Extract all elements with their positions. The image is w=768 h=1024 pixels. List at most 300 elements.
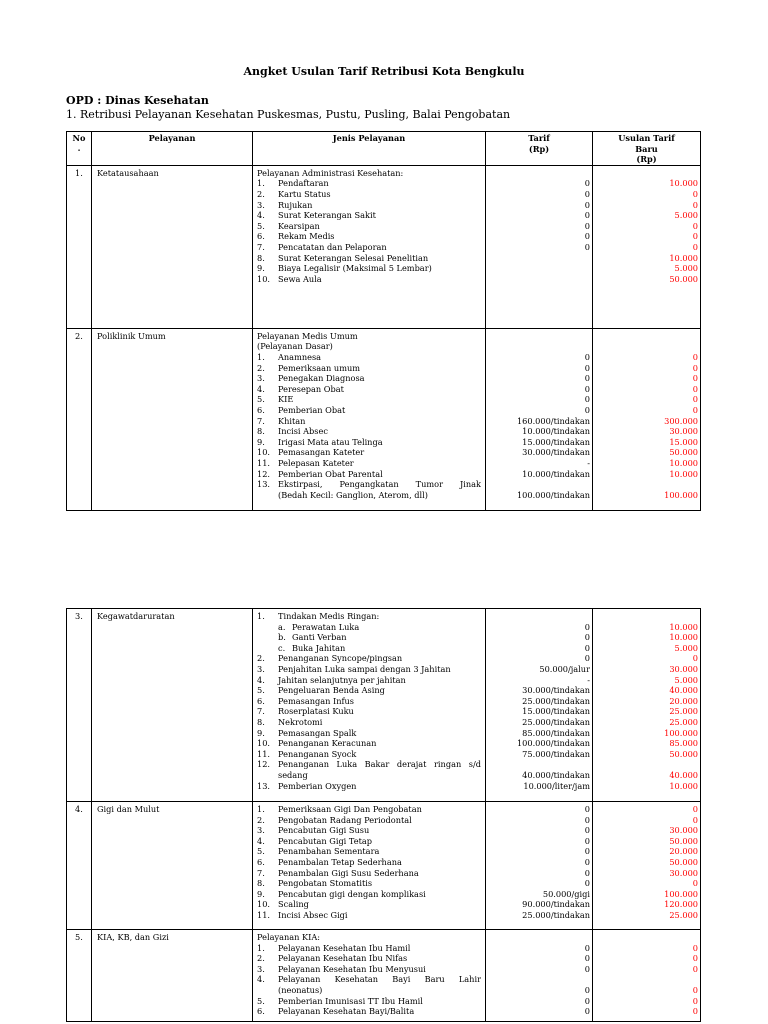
usulan-list [593, 930, 701, 1022]
header-no: No . [67, 132, 92, 166]
item-number: 6. [257, 231, 265, 242]
usulan-value: 50.000 [669, 835, 698, 846]
usulan-value [595, 479, 698, 490]
item-number: 6. [257, 1006, 265, 1017]
usulan-list [593, 165, 701, 328]
item-number: 13. [257, 479, 271, 490]
item-label: Penanganan Syncope/pingsan [278, 653, 403, 664]
header-usulan: Usulan Tarif Baru (Rp) [593, 132, 701, 166]
item-number: 11. [257, 909, 271, 920]
tarif-value: 85.000/tindakan [522, 727, 590, 738]
service-item [257, 696, 481, 707]
item-label: Pengobatan Radang Periodontal [278, 814, 412, 825]
item-label: Pelayanan Kesehatan Bayi/Balita [278, 1006, 415, 1017]
item-label: Penjahitan Luka sampai dengan 3 Jahitan [278, 663, 451, 674]
tarif-value: 100.000/tindakan [516, 738, 590, 749]
item-number: 10. [257, 899, 271, 910]
service-item [257, 749, 481, 760]
service-item [257, 857, 481, 868]
item-number: 12. [257, 468, 271, 479]
tarif-value: 100.000/tindakan [516, 489, 590, 500]
item-label: Incisi Absec [278, 426, 328, 437]
item-label: Tindakan Medis Ringan: [278, 611, 380, 621]
jenis-list [253, 930, 486, 1022]
tarif-value: 0 [584, 351, 590, 362]
usulan-list [593, 802, 701, 930]
item-number: b. [278, 632, 286, 643]
tarif-value: 160.000/tindakan [516, 415, 590, 426]
usulan-value: 0 [692, 653, 698, 664]
row-number: 3. [67, 609, 92, 802]
row-number: 5. [67, 930, 92, 1022]
usulan-value: 0 [692, 351, 698, 362]
tarif-value: 0 [584, 621, 590, 632]
tarif-value: 0 [584, 804, 590, 814]
item-label: Pengeluaran Benda Asing [278, 685, 385, 696]
tarif-value: 0 [584, 814, 590, 825]
document-title: Angket Usulan Tarif Retribusi Kota Bengkulu [243, 65, 525, 78]
item-number: 1. [257, 804, 265, 814]
tarif-value: 50.000/jalur [539, 663, 590, 674]
usulan-value: 25.000 [669, 716, 698, 727]
usulan-list [593, 609, 701, 802]
service-item [257, 221, 481, 232]
service-item [257, 770, 481, 781]
usulan-value: 0 [692, 404, 698, 415]
item-number: 7. [257, 706, 265, 717]
service-item [257, 825, 481, 836]
tarif-value: - [587, 457, 590, 468]
item-label: Penambalan Tetap Sederhana [278, 856, 402, 867]
service-item [257, 943, 481, 954]
tarif-value: 0 [584, 878, 590, 889]
tarif-value: 0 [584, 404, 590, 415]
item-label: Perawatan Luka [292, 621, 360, 632]
usulan-value: 5.000 [674, 210, 698, 221]
jenis-list [253, 802, 486, 930]
usulan-value: 0 [692, 220, 698, 231]
section-row [67, 165, 701, 328]
item-label: Khitan [278, 415, 306, 426]
tarif-value: 90.000/tindakan [522, 899, 590, 910]
service-item [257, 189, 481, 200]
usulan-value: 0 [692, 942, 698, 953]
usulan-value: 0 [692, 362, 698, 373]
tarif-value [488, 341, 590, 352]
service-item [257, 717, 481, 728]
item-number: 4. [257, 674, 265, 685]
usulan-value [595, 168, 698, 179]
row-number: 4. [67, 802, 92, 930]
service-item [257, 899, 481, 910]
item-number: 11. [257, 748, 271, 759]
tarif-value: 0 [584, 373, 590, 384]
item-label: Ekstirpasi, Pengangkatan Tumor Jinak [278, 479, 481, 490]
item-number: 2. [257, 814, 265, 825]
item-label: Kearsipan [278, 220, 320, 231]
tariff-table-page-2 [66, 608, 701, 1022]
usulan-value: 25.000 [669, 909, 698, 920]
item-label: Peresepan Obat [278, 383, 344, 394]
item-number: a. [278, 621, 286, 632]
item-label: Pemeriksaan umum [278, 362, 361, 373]
item-number: 13. [257, 780, 271, 791]
tarif-value: 0 [584, 642, 590, 653]
usulan-value: 50.000 [669, 447, 698, 458]
item-number: 6. [257, 856, 265, 867]
tarif-value: 0 [584, 825, 590, 836]
service-item [257, 231, 481, 242]
item-number: 3. [257, 663, 265, 674]
service-item [257, 675, 481, 686]
tarif-value: 0 [584, 188, 590, 199]
jenis-list [253, 165, 486, 328]
service-item [257, 653, 481, 664]
item-label: Pemberian Obat Parental [278, 468, 383, 479]
item-number: 8. [257, 252, 265, 263]
usulan-value [595, 331, 698, 342]
usulan-value: 50.000 [669, 748, 698, 759]
item-label: Buka Jahitan [292, 642, 346, 653]
tarif-value [488, 253, 590, 264]
item-label: Irigasi Mata atau Telinga [278, 436, 383, 447]
item-number: 11. [257, 457, 271, 468]
service-item [257, 643, 481, 654]
item-label: Jahitan selanjutnya per jahitan [278, 674, 406, 685]
usulan-value: 10.000 [669, 252, 698, 263]
tarif-value: 0 [584, 984, 590, 995]
item-label: sedang [278, 769, 308, 780]
usulan-value: 20.000 [669, 695, 698, 706]
tarif-value: 75.000/tindakan [522, 748, 590, 759]
item-number: 8. [257, 716, 265, 727]
item-label: Penanganan Keracunan [278, 738, 377, 749]
pelayanan-name: Kegawatdaruratan [92, 609, 253, 802]
tarif-value [488, 331, 590, 342]
usulan-value: 25.000 [669, 706, 698, 717]
usulan-value: 0 [692, 984, 698, 995]
usulan-value: 50.000 [669, 856, 698, 867]
item-number: 5. [257, 846, 265, 857]
item-number: 1. [257, 178, 265, 189]
service-item [257, 1006, 481, 1017]
tarif-value: 0 [584, 394, 590, 405]
group-heading: Pelayanan Medis Umum [257, 330, 358, 341]
usulan-value: 30.000 [669, 867, 698, 878]
item-number: 1. [257, 942, 265, 953]
item-number: 4. [257, 835, 265, 846]
header-pelayanan: Pelayanan [92, 132, 253, 166]
item-label: (neonatus) [278, 984, 323, 995]
item-label: Penanganan Luka Bakar derajat ringan s/d [278, 759, 481, 770]
item-label: Pemeriksaan Gigi Dan Pengobatan [278, 804, 422, 814]
usulan-value [595, 341, 698, 352]
tarif-value [488, 759, 590, 770]
item-number: 1. [257, 351, 265, 362]
usulan-value: 10.000 [669, 780, 698, 791]
item-label: Anamnesa [278, 351, 322, 362]
item-number: 3. [257, 199, 265, 210]
group-heading: Pelayanan Administrasi Kesehatan: [257, 167, 404, 178]
usulan-value: 10.000 [669, 178, 698, 189]
tarif-value [488, 479, 590, 490]
section-subtitle: 1. Retribusi Pelayanan Kesehatan Puskesmas, Pustu, Pusling, Balai Pengobatan [66, 108, 511, 121]
service-item [257, 373, 481, 384]
service-item [257, 274, 481, 285]
item-label: Pendaftaran [278, 178, 329, 189]
opd-label: OPD : Dinas Kesehatan [66, 94, 209, 107]
tarif-value: 10.000/tindakan [522, 468, 590, 479]
service-item [257, 996, 481, 1007]
item-label: Biaya Legalisir (Maksimal 5 Lembar) [278, 263, 432, 274]
item-number: 7. [257, 241, 265, 252]
tarif-value [488, 274, 590, 285]
item-number: 8. [257, 878, 265, 889]
tarif-value: 0 [584, 210, 590, 221]
usulan-value: 5.000 [674, 674, 698, 685]
item-label: Pelepasan Kateter [278, 457, 354, 468]
item-label: Pemasangan Spalk [278, 727, 357, 738]
tarif-value: - [587, 674, 590, 685]
service-item [257, 868, 481, 879]
usulan-value: 30.000 [669, 663, 698, 674]
tarif-list [486, 609, 593, 802]
item-label: Penambalan Gigi Susu Sederhana [278, 867, 419, 878]
tarif-value: 0 [584, 178, 590, 189]
tarif-value [488, 974, 590, 985]
item-number: 3. [257, 825, 265, 836]
usulan-value: 0 [692, 995, 698, 1006]
item-number [257, 985, 278, 996]
usulan-value: 40.000 [669, 769, 698, 780]
service-item [257, 685, 481, 696]
tarif-value: 15.000/tindakan [522, 706, 590, 717]
service-item [257, 178, 481, 189]
item-number: 10. [257, 738, 271, 749]
tarif-value [488, 932, 590, 943]
item-label: Penambahan Sementara [278, 846, 380, 857]
item-label: KIE [278, 394, 294, 405]
tarif-list [486, 802, 593, 930]
service-item [257, 889, 481, 900]
tarif-value: 0 [584, 632, 590, 643]
usulan-value: 0 [692, 188, 698, 199]
usulan-value: 0 [692, 241, 698, 252]
service-item [257, 437, 481, 448]
item-number [257, 490, 278, 501]
row-number: 1. [67, 165, 92, 328]
service-item [257, 846, 481, 857]
item-label: Rujukan [278, 199, 313, 210]
usulan-value: 0 [692, 199, 698, 210]
row-number: 2. [67, 328, 92, 510]
tarif-value: 0 [584, 963, 590, 974]
item-number [257, 770, 278, 781]
service-item [257, 728, 481, 739]
usulan-value: 10.000 [669, 621, 698, 632]
service-item [257, 878, 481, 889]
item-label: Pemberian Oxygen [278, 780, 357, 791]
tarif-value: 0 [584, 362, 590, 373]
service-item [257, 263, 481, 274]
usulan-value: 5.000 [674, 263, 698, 274]
item-label: Pelayanan Kesehatan Ibu Hamil [278, 942, 411, 953]
item-label: Pemasangan Infus [278, 695, 354, 706]
item-label: Pemasangan Kateter [278, 447, 365, 458]
item-number: 4. [257, 210, 265, 221]
tarif-value: 0 [584, 653, 590, 664]
service-item [257, 804, 481, 815]
usulan-value [595, 932, 698, 943]
item-label: Nekrotomi [278, 716, 323, 727]
item-number: 5. [257, 995, 265, 1006]
header-jenis: Jenis Pelayanan [253, 132, 486, 166]
usulan-value: 300.000 [664, 415, 698, 426]
tarif-value: 0 [584, 231, 590, 242]
usulan-value: 15.000 [669, 436, 698, 447]
item-label: Scaling [278, 899, 309, 910]
usulan-list [593, 328, 701, 510]
service-item [257, 416, 481, 427]
usulan-value [595, 611, 698, 622]
item-label: Pemberian Obat [278, 404, 346, 415]
service-item [257, 985, 481, 996]
item-label: (Bedah Kecil: Ganglion, Aterom, dll) [278, 489, 428, 500]
service-item [257, 384, 481, 395]
jenis-list [253, 328, 486, 510]
usulan-value: 100.000 [664, 888, 698, 899]
item-label: Pencatatan dan Pelaporan [278, 241, 387, 252]
usulan-value: 0 [692, 804, 698, 814]
service-item [257, 622, 481, 633]
usulan-value: 120.000 [664, 899, 698, 910]
tarif-list [486, 165, 593, 328]
usulan-value: 0 [692, 814, 698, 825]
service-item [257, 458, 481, 469]
usulan-value: 20.000 [669, 846, 698, 857]
item-label: Penegakan Diagnosa [278, 373, 365, 384]
item-number: 3. [257, 963, 265, 974]
section-row [67, 802, 701, 930]
item-number: 7. [257, 867, 265, 878]
item-number: c. [278, 642, 286, 653]
tarif-value: 50.000/gigi [542, 888, 590, 899]
tariff-table-page-1 [66, 131, 701, 511]
service-item [257, 964, 481, 975]
usulan-value: 10.000 [669, 468, 698, 479]
service-item [257, 759, 481, 770]
item-number: 6. [257, 404, 265, 415]
section-row [67, 609, 701, 802]
usulan-value: 10.000 [669, 632, 698, 643]
tarif-value: 0 [584, 220, 590, 231]
service-item [257, 405, 481, 416]
tarif-value: 0 [584, 867, 590, 878]
item-label: Pencabutan Gigi Tetap [278, 835, 372, 846]
service-item [257, 447, 481, 458]
item-number: 5. [257, 685, 265, 696]
usulan-value: 30.000 [669, 825, 698, 836]
item-label: Roserplatasi Kuku [278, 706, 354, 717]
header-tarif: Tarif (Rp) [486, 132, 593, 166]
service-item [257, 200, 481, 211]
item-number: 9. [257, 888, 265, 899]
usulan-value: 40.000 [669, 685, 698, 696]
tarif-value: 0 [584, 995, 590, 1006]
item-number: 4. [257, 383, 265, 394]
tarif-value: 0 [584, 835, 590, 846]
usulan-value: 0 [692, 373, 698, 384]
tarif-value: 0 [584, 383, 590, 394]
item-label: Sewa Aula [278, 273, 322, 284]
pelayanan-name: Gigi dan Mulut [92, 802, 253, 930]
item-label: Kartu Status [278, 188, 331, 199]
usulan-value: 85.000 [669, 738, 698, 749]
usulan-value: 5.000 [674, 642, 698, 653]
tarif-value: 25.000/tindakan [522, 716, 590, 727]
section-row [67, 328, 701, 510]
tarif-value [488, 168, 590, 179]
service-item [257, 781, 481, 792]
service-item [257, 738, 481, 749]
tarif-value: 0 [584, 199, 590, 210]
item-label: Pelayanan Kesehatan Ibu Menyusui [278, 963, 426, 974]
tarif-value: 25.000/tindakan [522, 695, 590, 706]
usulan-value: 0 [692, 1006, 698, 1017]
item-number: 9. [257, 727, 265, 738]
tarif-value: 10.000/tindakan [522, 426, 590, 437]
item-number: 5. [257, 220, 265, 231]
usulan-value: 30.000 [669, 426, 698, 437]
service-item [257, 632, 481, 643]
service-item [257, 242, 481, 253]
tarif-value: 15.000/tindakan [522, 436, 590, 447]
item-number: 3. [257, 373, 265, 384]
usulan-value [595, 759, 698, 770]
jenis-list [253, 609, 486, 802]
item-number: 8. [257, 426, 265, 437]
tarif-value: 0 [584, 846, 590, 857]
section-row [67, 930, 701, 1022]
item-number: 9. [257, 436, 265, 447]
group-heading: Pelayanan KIA: [257, 932, 321, 942]
item-label: Pelayanan Kesehatan Ibu Nifas [278, 953, 408, 964]
tarif-value: 40.000/tindakan [522, 769, 590, 780]
usulan-value: 0 [692, 878, 698, 889]
item-label: Pencabutan Gigi Susu [278, 825, 370, 836]
item-number: 7. [257, 415, 265, 426]
pelayanan-name: KIA, KB, dan Gizi [92, 930, 253, 1022]
service-item [257, 706, 481, 717]
tarif-value: 0 [584, 856, 590, 867]
item-number: 12. [257, 759, 271, 770]
service-item [257, 611, 481, 622]
pelayanan-name: Ketatausahaan [92, 165, 253, 328]
tarif-value: 0 [584, 953, 590, 964]
service-item [257, 210, 481, 221]
tarif-list [486, 930, 593, 1022]
service-item [257, 426, 481, 437]
item-label: Pencabutan gigi dengan komplikasi [278, 888, 426, 899]
item-number: 2. [257, 362, 265, 373]
usulan-value: 0 [692, 963, 698, 974]
item-number: 1. [257, 611, 265, 621]
tarif-value [488, 263, 590, 274]
item-number: 5. [257, 394, 265, 405]
service-item [257, 815, 481, 826]
item-label: Surat Keterangan Selesai Penelitian [278, 252, 429, 263]
item-label: Surat Keterangan Sakit [278, 210, 376, 221]
